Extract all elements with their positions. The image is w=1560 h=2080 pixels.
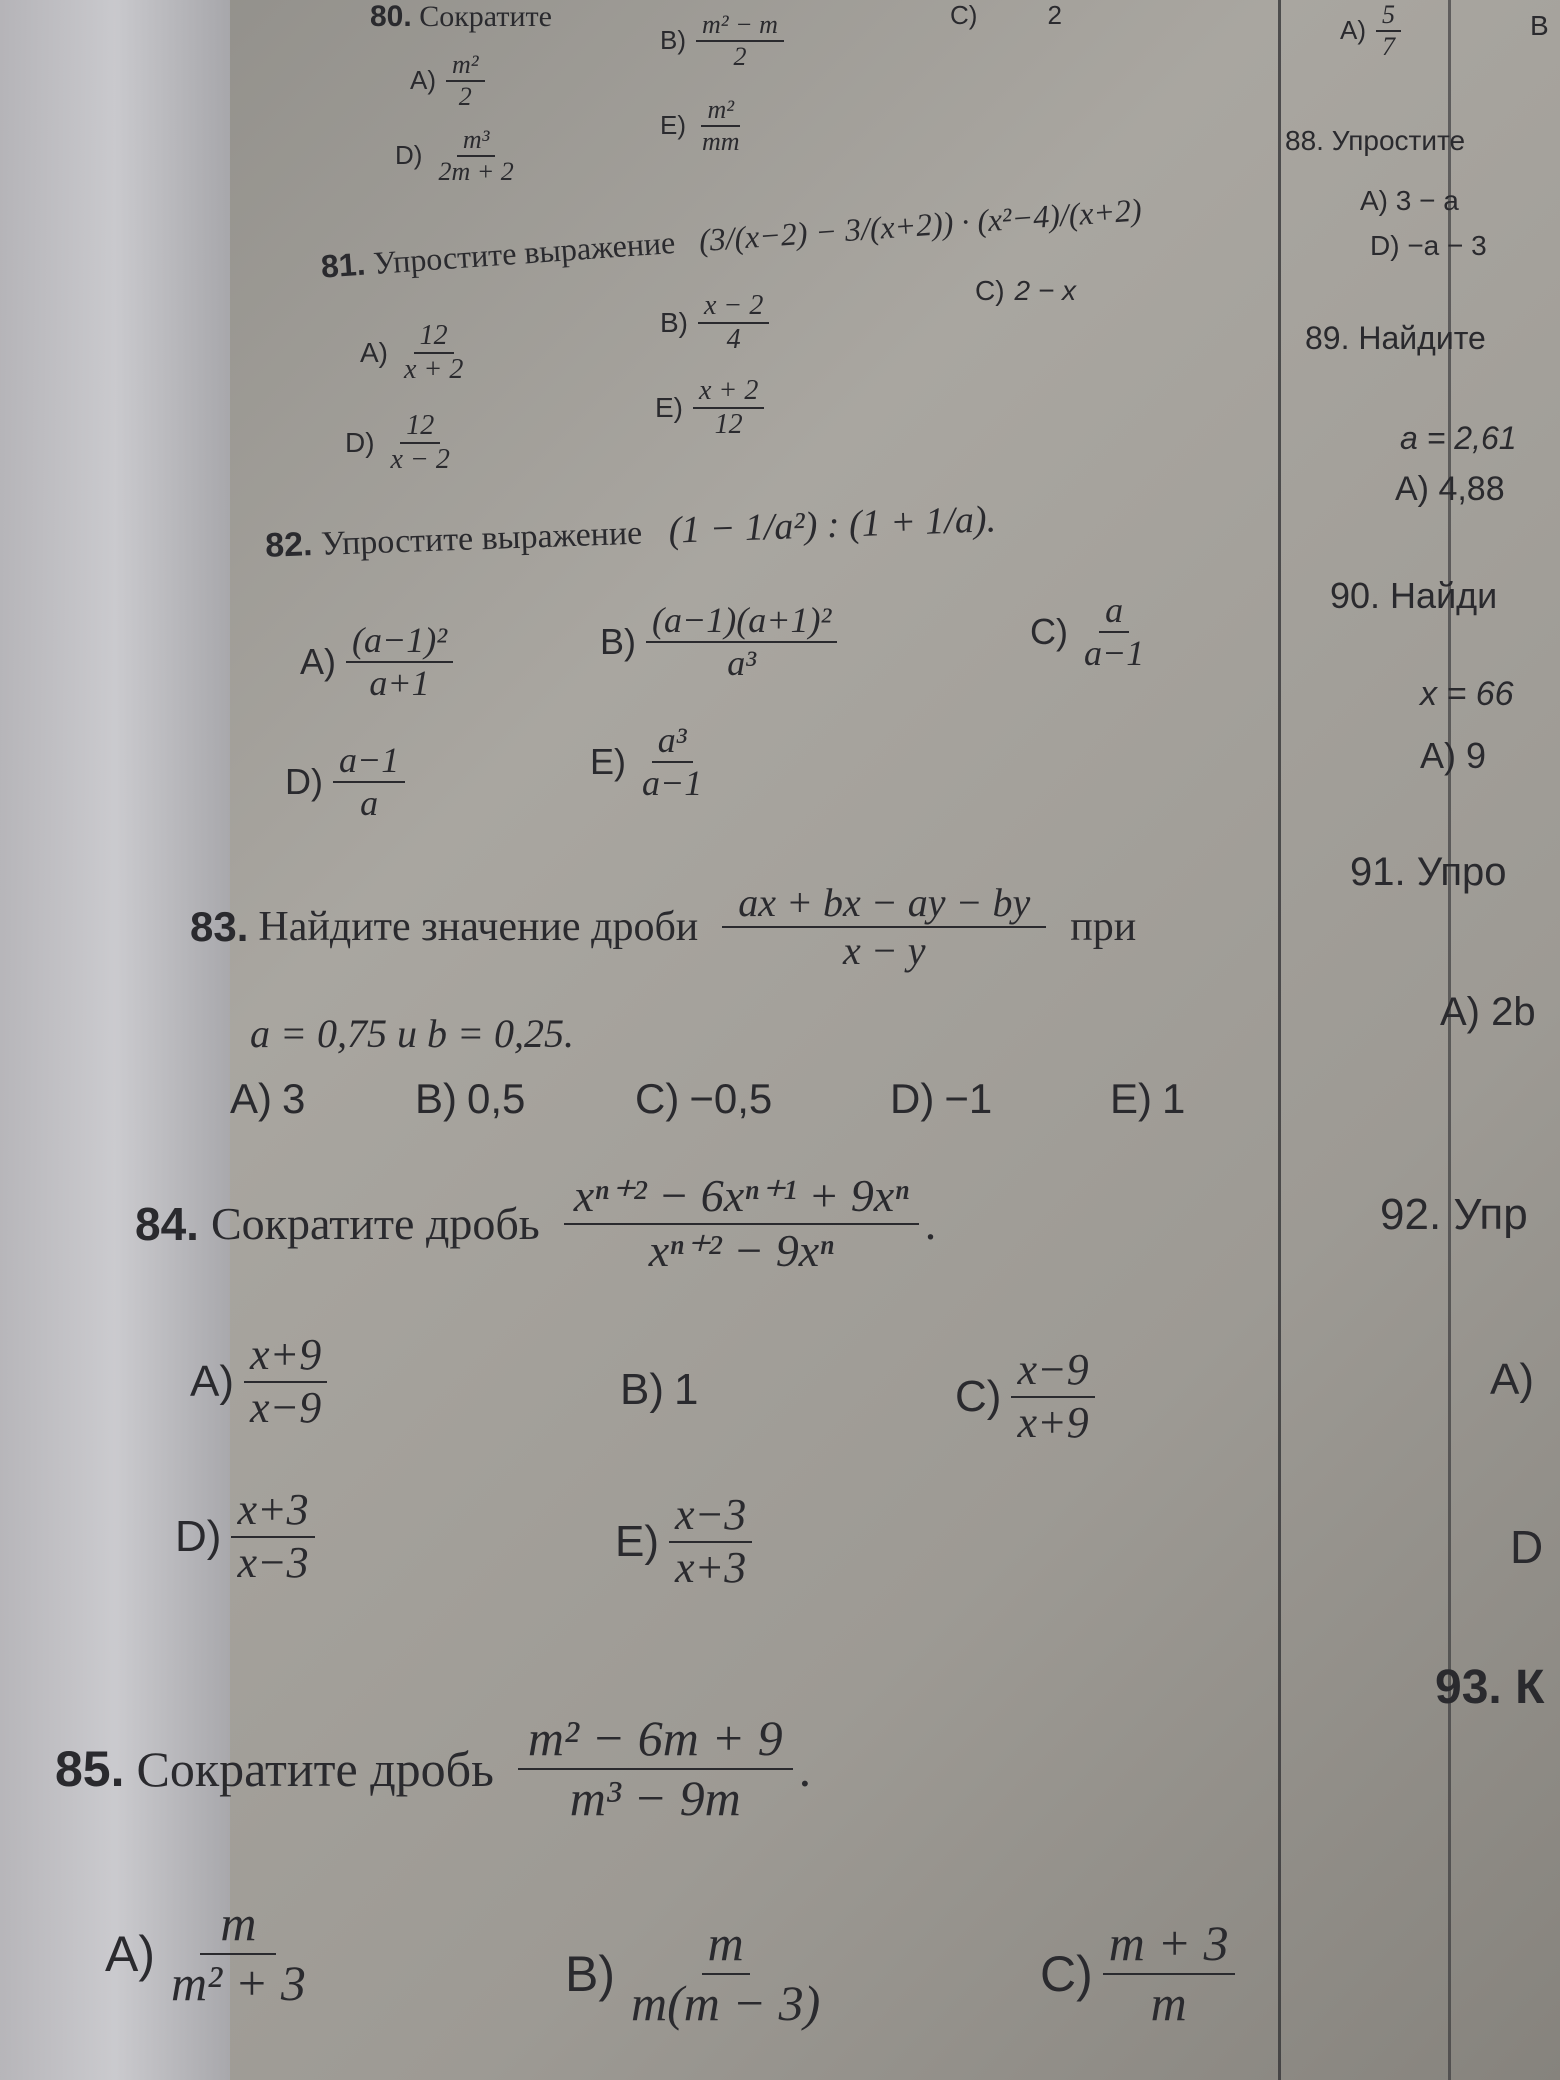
fraction-denominator: x + 2 xyxy=(404,354,464,386)
option-letter: B) xyxy=(660,307,688,339)
question-83-condition: a = 0,75 и b = 0,25. xyxy=(250,1011,574,1056)
q81-option-d[interactable] xyxy=(345,410,456,476)
option-fraction xyxy=(244,1330,327,1433)
q82-option-d[interactable] xyxy=(285,740,405,825)
option-fraction xyxy=(1011,1345,1094,1448)
fraction-denominator: a+1 xyxy=(369,663,430,704)
q80-option-c[interactable] xyxy=(950,0,1062,31)
fraction-numerator: x+9 xyxy=(244,1330,327,1383)
page-edge-line xyxy=(1448,0,1451,2080)
fraction-denominator: m² + 3 xyxy=(171,1954,306,2011)
option-fraction xyxy=(636,720,708,805)
q85-option-a[interactable] xyxy=(105,1895,312,2012)
option-fraction xyxy=(398,320,469,386)
fraction-denominator: m³ − 9m xyxy=(569,1769,741,1826)
question-period: . xyxy=(798,1740,812,1797)
q82-option-c[interactable] xyxy=(1030,590,1150,675)
fraction-numerator: 12 xyxy=(400,410,440,444)
question-stem: Найдите значение дроби xyxy=(258,904,699,950)
q80-option-d[interactable] xyxy=(395,125,520,187)
question-expression: (3/(x−2) − 3/(x+2)) · (x²−4)/(x+2) xyxy=(697,191,1143,259)
q81-option-c[interactable] xyxy=(975,275,1076,307)
option-letter: C) xyxy=(975,275,1005,306)
q83-option-b[interactable] xyxy=(415,1075,525,1123)
fraction-numerator: x − 2 xyxy=(698,290,769,324)
option-fraction xyxy=(1376,0,1401,62)
q82-option-a[interactable] xyxy=(300,620,453,705)
fraction-denominator: x−3 xyxy=(237,1537,309,1587)
fraction-denominator: 2 xyxy=(458,81,472,111)
question-89-stem: 89. Найдите xyxy=(1305,320,1486,356)
option-letter: A) xyxy=(1340,15,1366,46)
question-92-stem: 92. Упр xyxy=(1380,1190,1528,1239)
q81-option-a[interactable] xyxy=(360,320,469,386)
fraction-denominator: m(m − 3) xyxy=(631,1974,821,2031)
option-letter: E) xyxy=(1110,1075,1152,1122)
fraction-numerator: m² − m xyxy=(696,10,784,42)
question-90-stem: 90. Найди xyxy=(1330,575,1498,616)
option-letter: D) xyxy=(175,1511,222,1561)
fraction-numerator: m + 3 xyxy=(1103,1915,1235,1975)
option-letter: A) xyxy=(360,337,388,369)
question-90-value: x = 66 xyxy=(1420,675,1514,713)
option-text: 1 xyxy=(1162,1075,1186,1122)
fraction-denominator: 12 xyxy=(714,409,743,441)
option-fraction xyxy=(625,1915,826,2032)
option-letter: A) xyxy=(410,65,436,96)
fraction-denominator: xⁿ⁺² − 9xⁿ xyxy=(648,1224,834,1276)
q84-option-a[interactable] xyxy=(190,1330,327,1433)
option-text: 2 xyxy=(1047,0,1062,30)
fraction-denominator: a³ xyxy=(727,643,757,684)
fraction-numerator: 12 xyxy=(414,320,454,354)
fraction-numerator: ax + bx − ay − by xyxy=(722,880,1046,928)
q84-option-d[interactable] xyxy=(175,1485,315,1588)
q81-option-e[interactable] xyxy=(655,375,764,441)
option-letter: E) xyxy=(615,1516,659,1566)
question-85-header xyxy=(55,1710,811,1827)
right-top-option-b[interactable]: B xyxy=(1530,10,1549,41)
option-fraction xyxy=(646,600,837,685)
question-fraction xyxy=(518,1710,793,1827)
fraction-numerator: xⁿ⁺² − 6xⁿ⁺¹ + 9xⁿ xyxy=(564,1170,919,1225)
question-stem: Упростите выражение xyxy=(372,223,677,281)
fraction-numerator: m² − 6m + 9 xyxy=(518,1710,793,1770)
question-91-option-a[interactable]: A) 2b xyxy=(1440,990,1536,1034)
option-letter: B) xyxy=(565,1945,615,2002)
option-letter: C) xyxy=(950,0,978,30)
question-88-option-a[interactable]: A) 3 − a xyxy=(1360,185,1459,216)
fraction-numerator: m³ xyxy=(457,125,496,157)
option-text: −1 xyxy=(944,1075,993,1122)
option-fraction xyxy=(693,375,764,441)
fraction-numerator: x + 2 xyxy=(693,375,764,409)
fraction-denominator: x+3 xyxy=(675,1542,747,1592)
option-fraction xyxy=(1078,590,1150,675)
question-number: 82. xyxy=(264,525,314,565)
question-88-option-d[interactable]: D) −a − 3 xyxy=(1370,230,1487,261)
question-number: 80. xyxy=(370,0,412,33)
fraction-denominator: 2m + 2 xyxy=(438,156,514,186)
fraction-numerator: m xyxy=(200,1895,276,1955)
fraction-denominator: m xyxy=(1150,1974,1187,2031)
q84-option-b[interactable] xyxy=(620,1365,698,1415)
fraction-numerator: a−1 xyxy=(333,740,405,783)
option-fraction xyxy=(346,620,453,705)
fraction-numerator: x−3 xyxy=(669,1490,752,1543)
option-letter: A) xyxy=(105,1925,155,1982)
q80-option-a[interactable] xyxy=(410,50,485,112)
question-80-header xyxy=(370,0,552,34)
option-fraction xyxy=(231,1485,314,1588)
question-89-value: a = 2,61 xyxy=(1400,420,1517,456)
option-fraction xyxy=(698,290,769,356)
q83-option-d[interactable] xyxy=(890,1075,992,1123)
option-letter: E) xyxy=(655,392,683,424)
option-fraction xyxy=(333,740,405,825)
question-number: 85. xyxy=(55,1740,125,1797)
fraction-denominator: x−9 xyxy=(250,1382,322,1432)
option-letter: D) xyxy=(890,1075,935,1122)
right-top-option-a[interactable] xyxy=(1340,0,1401,62)
q80-option-b[interactable] xyxy=(660,10,784,72)
fraction-denominator: a xyxy=(360,783,379,824)
option-fraction xyxy=(696,95,746,157)
option-letter: A) xyxy=(190,1356,234,1406)
option-text: 2 − x xyxy=(1014,275,1077,306)
option-letter: C) xyxy=(955,1371,1002,1421)
option-text: 1 xyxy=(674,1365,699,1414)
fraction-denominator: 4 xyxy=(726,324,741,356)
fraction-denominator: 2 xyxy=(733,41,747,71)
q83-option-e[interactable] xyxy=(1110,1075,1185,1123)
fraction-denominator: x − 2 xyxy=(390,444,450,476)
question-fraction xyxy=(722,880,1046,974)
question-number: 81. xyxy=(319,245,367,285)
fraction-numerator: (a−1)² xyxy=(346,620,453,663)
option-text: −0,5 xyxy=(689,1075,773,1122)
fraction-denominator: mm xyxy=(702,126,740,156)
q85-option-b[interactable] xyxy=(565,1915,826,2032)
fraction-denominator: 7 xyxy=(1382,31,1395,61)
option-letter: B) xyxy=(620,1365,664,1414)
q84-option-e[interactable] xyxy=(615,1490,752,1593)
question-91-stem: 91. Упро xyxy=(1350,850,1507,894)
option-fraction xyxy=(385,410,456,476)
question-81-header xyxy=(320,191,1143,285)
option-letter: B) xyxy=(415,1075,457,1122)
fraction-numerator: a xyxy=(1099,590,1129,633)
option-fraction xyxy=(432,125,519,187)
question-88-stem: 88. Упростите xyxy=(1285,125,1466,156)
option-fraction xyxy=(669,1490,752,1593)
option-text: 0,5 xyxy=(467,1075,526,1122)
option-fraction xyxy=(696,10,784,72)
q82-option-b[interactable] xyxy=(600,600,837,685)
fraction-numerator: x+3 xyxy=(231,1485,314,1538)
question-stem: Сократите дробь xyxy=(210,1198,540,1250)
question-84-header xyxy=(135,1170,936,1278)
question-89-option-a[interactable]: A) 4,88 xyxy=(1395,470,1505,508)
question-number: 83. xyxy=(190,903,249,950)
question-fraction xyxy=(564,1170,919,1278)
question-92-option-a[interactable]: A) xyxy=(1490,1355,1534,1404)
q85-option-c[interactable] xyxy=(1040,1915,1235,2032)
question-stem: Сократите xyxy=(419,0,552,33)
fraction-denominator: a−1 xyxy=(642,763,703,804)
option-letter: D) xyxy=(285,761,323,803)
question-93-stem: 93. К xyxy=(1435,1661,1545,1714)
option-fraction xyxy=(446,50,485,112)
question-period: . xyxy=(924,1198,937,1250)
fraction-numerator: (a−1)(a+1)² xyxy=(646,600,837,643)
column-divider-line xyxy=(1278,0,1281,2080)
option-fraction xyxy=(165,1895,312,2012)
option-letter: E) xyxy=(660,110,686,141)
fraction-numerator: m² xyxy=(446,50,485,82)
option-letter: A) xyxy=(300,641,336,683)
option-letter: E) xyxy=(590,741,626,783)
fraction-denominator: x+9 xyxy=(1017,1397,1089,1447)
option-letter: C) xyxy=(1040,1945,1093,2002)
option-letter: B) xyxy=(660,25,686,56)
fraction-numerator: x−9 xyxy=(1011,1345,1094,1398)
question-90-option-a[interactable]: A) 9 xyxy=(1420,735,1487,776)
question-suffix: при xyxy=(1070,904,1137,950)
q80-option-e[interactable] xyxy=(660,95,746,157)
option-letter: B) xyxy=(600,621,636,663)
fraction-denominator: a−1 xyxy=(1084,633,1145,674)
q83-option-a[interactable] xyxy=(230,1075,305,1123)
question-83-header xyxy=(190,880,1136,974)
option-fraction xyxy=(1103,1915,1235,2032)
q84-option-c[interactable] xyxy=(955,1345,1095,1448)
option-text: 3 xyxy=(282,1075,306,1122)
fraction-numerator: a³ xyxy=(652,720,693,763)
option-letter: C) xyxy=(1030,611,1068,653)
fraction-numerator: m² xyxy=(701,95,740,127)
fraction-numerator: 5 xyxy=(1376,0,1401,32)
option-letter: D) xyxy=(395,140,423,171)
fraction-numerator: m xyxy=(702,1915,750,1975)
question-82-header xyxy=(264,497,996,566)
question-92-option-d[interactable]: D xyxy=(1510,1521,1544,1573)
question-number: 84. xyxy=(135,1197,199,1250)
fraction-denominator: x − y xyxy=(843,928,926,973)
question-expression: (1 − 1/a²) : (1 + 1/a). xyxy=(667,498,997,552)
option-letter: A) xyxy=(230,1075,272,1122)
q83-option-c[interactable] xyxy=(635,1075,772,1123)
q82-option-e[interactable] xyxy=(590,720,708,805)
question-stem: Упростите выражение xyxy=(320,514,643,563)
option-letter: D) xyxy=(345,427,375,459)
option-letter: C) xyxy=(635,1075,680,1122)
question-stem: Сократите дробь xyxy=(136,1740,494,1797)
q81-option-b[interactable] xyxy=(660,290,769,356)
